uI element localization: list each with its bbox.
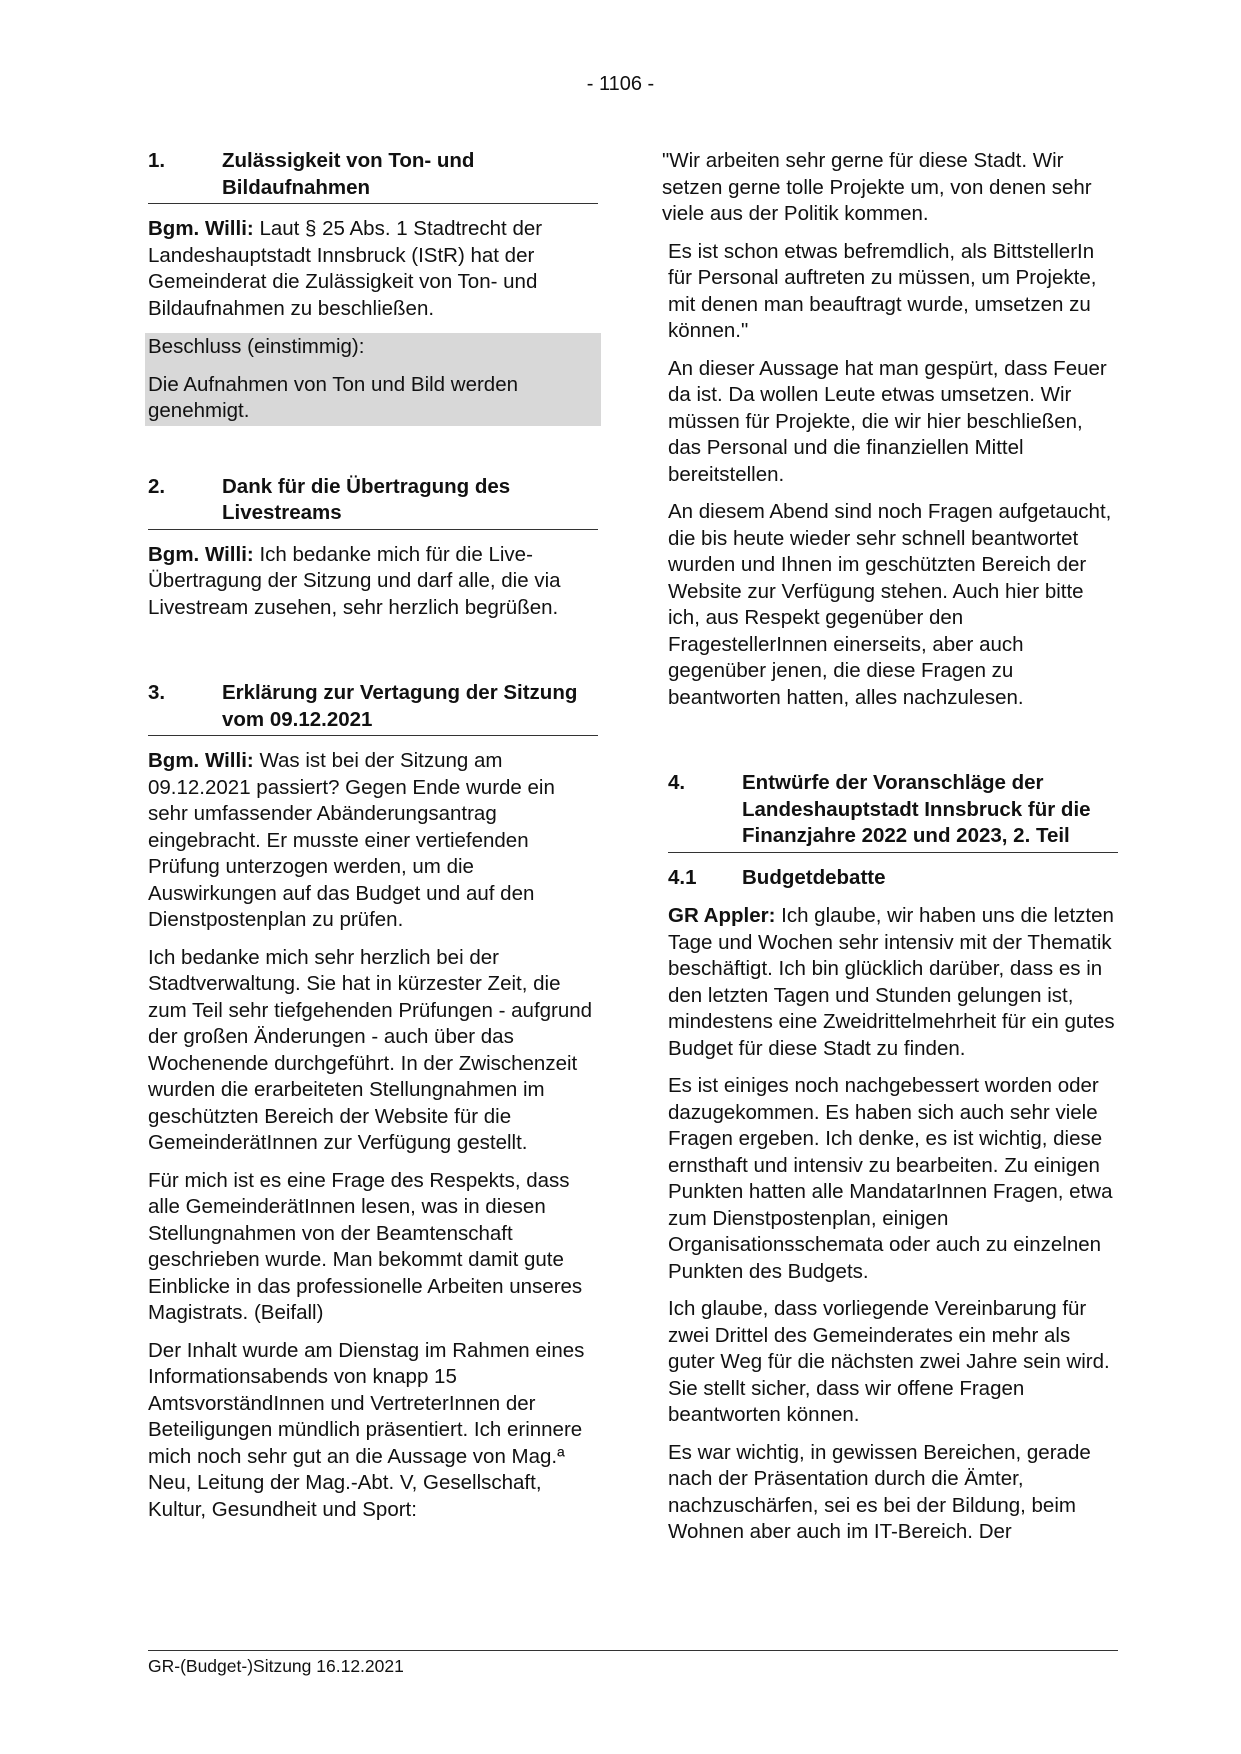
speaker-name: Bgm. Willi: <box>148 217 254 240</box>
speaker-name: Bgm. Willi: <box>148 749 254 772</box>
page-number: - 1106 - <box>586 73 655 95</box>
paragraph <box>148 542 598 622</box>
subsection-title: Budgetdebatte <box>742 865 886 889</box>
right-column <box>662 148 1118 1557</box>
paragraph <box>668 903 1118 1062</box>
decision-box <box>145 333 601 426</box>
speaker-name: GR Appler: <box>668 904 776 927</box>
subsection-heading-4-1 <box>668 865 1118 892</box>
section-number: 4. <box>668 771 686 794</box>
page-footer: GR-(Budget-)Sitzung 16.12.2021 <box>148 1650 1118 1677</box>
paragraph: Ich bedanke mich sehr herzlich bei der Stadtverwaltung. Sie hat in kürzester Zeit, die zum Teil sehr tiefgehenden Prüfungen - aufgrund der großen Änderungen - auch über das Wochenende durchgeführt. In der Zwischenzeit wurden die erarbeiteten Stellungnahmen im geschützten Bereich der Website für die GemeinderätInnen zur Verfügung gestellt. <box>148 945 593 1154</box>
paragraph <box>148 216 598 322</box>
paragraph: Der Inhalt wurde am Dienstag im Rahmen eines Informationsabends von knapp 15 AmtsvorständInnen und VertreterInnen der Beteiligungen mündlich präsentiert. Ich erinnere mich noch sehr gut an die Aussage von Mag.ª Neu, Leitung der Mag.-Abt. V, Gesellschaft, Kultur, Gesundheit und Sport: <box>148 1338 585 1521</box>
spacer <box>668 722 1118 770</box>
section-heading-1 <box>148 148 598 204</box>
paragraph <box>148 748 598 934</box>
decision-label: Beschluss (einstimmig): <box>148 335 365 358</box>
paragraph: An diesem Abend sind noch Fragen aufgetaucht, die bis heute wieder sehr schnell beantwortet wurden und Ihnen im geschützten Bereich der Website zur Verfügung stehen. Auch hier bitte ich, aus Respekt gegenüber den FragestellerInnen einerseits, aber auch gegenüber jenen, die diese Fragen zu beantworten hatten, alles nachzulesen. <box>668 500 1112 709</box>
paragraph-text: Laut § 25 Abs. 1 Stadtrecht der Landeshauptstadt Innsbruck (IStR) hat der Gemeinderat die Zulässigkeit von Ton- und Bildaufnahmen zu beschließen. <box>148 217 543 320</box>
section-title: Zulässigkeit von Ton- und Bildaufnahmen <box>222 149 475 199</box>
section-title: Dank für die Übertragung des Livestreams <box>222 474 511 524</box>
decision-text: Die Aufnahmen von Ton und Bild werden genehmigt. <box>148 372 519 422</box>
section-title: Erklärung zur Vertagung der Sitzung vom 09.12.2021 <box>222 681 578 731</box>
paragraph-text: Ich bedanke mich für die Live-Übertragung der Sitzung und darf alle, die via Livestream zusehen, sehr herzlich begrüßen. <box>148 542 561 619</box>
speaker-name: Bgm. Willi: <box>148 542 254 566</box>
section-heading-3 <box>148 680 598 736</box>
left-column <box>148 148 598 1534</box>
paragraph: Für mich ist es eine Frage des Respekts, dass alle GemeinderätInnen lesen, was in diesen Stellungnahmen von der Beamtenschaft geschrieben wurde. Man bekommt damit gute Einblicke in das professionelle Arbeiten unseres Magistrats. (Beifall) <box>148 1168 583 1324</box>
paragraph: "Wir arbeiten sehr gerne für diese Stadt. Wir setzen gerne tolle Projekte um, von denen sehr viele aus der Politik kommen. <box>662 149 1092 225</box>
paragraph-text: Was ist bei der Sitzung am 09.12.2021 passiert? Gegen Ende wurde ein sehr umfassender Abänderungsantrag eingebracht. Er musste einer vertiefenden Prüfung unterzogen werden, um die Auswirkungen auf das Budget und auf den Dienstpostenplan zu prüfen. <box>148 749 555 931</box>
spacer <box>148 426 598 474</box>
section-number: 2. <box>148 474 166 498</box>
section-title: Entwürfe der Voranschläge der Landeshauptstadt Innsbruck für die Finanzjahre 2022 und 2023, 2. Teil <box>742 771 1091 847</box>
paragraph: Es ist einiges noch nachgebessert worden oder dazugekommen. Es haben sich auch sehr viele Fragen ergeben. Ich denke, es ist wichtig, diese ernsthaft und intensiv zu bearbeiten. Zu einigen Punkten hatten alle MandatarInnen Fragen, etwa zum Dienstpostenplan, einigen Organisationsschemata oder auch zu einzelnen Punkten des Budgets. <box>668 1074 1113 1283</box>
paragraph: Ich glaube, dass vorliegende Vereinbarung für zwei Drittel des Gemeinderates ein mehr als guter Weg für die nächsten zwei Jahre sein wird. Sie stellt sicher, dass wir offene Fragen beantworten können. <box>668 1297 1110 1426</box>
section-heading-4 <box>668 770 1118 853</box>
section-number: 1. <box>148 149 166 172</box>
section-heading-2 <box>148 474 598 530</box>
paragraph: An dieser Aussage hat man gespürt, dass Feuer da ist. Da wollen Leute etwas umsetzen. Wir müssen für Projekte, die wir hier beschließen, das Personal und die finanziellen Mittel bereitstellen. <box>668 356 1107 486</box>
section-number: 3. <box>148 681 166 704</box>
paragraph: Es war wichtig, in gewissen Bereichen, gerade nach der Präsentation durch die Ämter, nachzuschärfen, sei es bei der Bildung, beim Wohnen aber auch im IT-Bereich. Der <box>668 1440 1091 1543</box>
subsection-number: 4.1 <box>668 865 697 889</box>
paragraph-text: Ich glaube, wir haben uns die letzten Tage und Wochen sehr intensiv mit der Thematik beschäftigt. Ich bin glücklich darüber, dass es in den letzten Tagen und Stunden gelungen ist, mindestens eine Zweidrittelmehrheit für ein gutes Budget für diese Stadt zu finden. <box>668 904 1115 1060</box>
spacer <box>148 632 598 680</box>
paragraph: Es ist schon etwas befremdlich, als BittstellerIn für Personal auftreten zu müssen, um Projekte, mit denen man beauftragt wurde, umsetzen zu können." <box>668 239 1097 342</box>
